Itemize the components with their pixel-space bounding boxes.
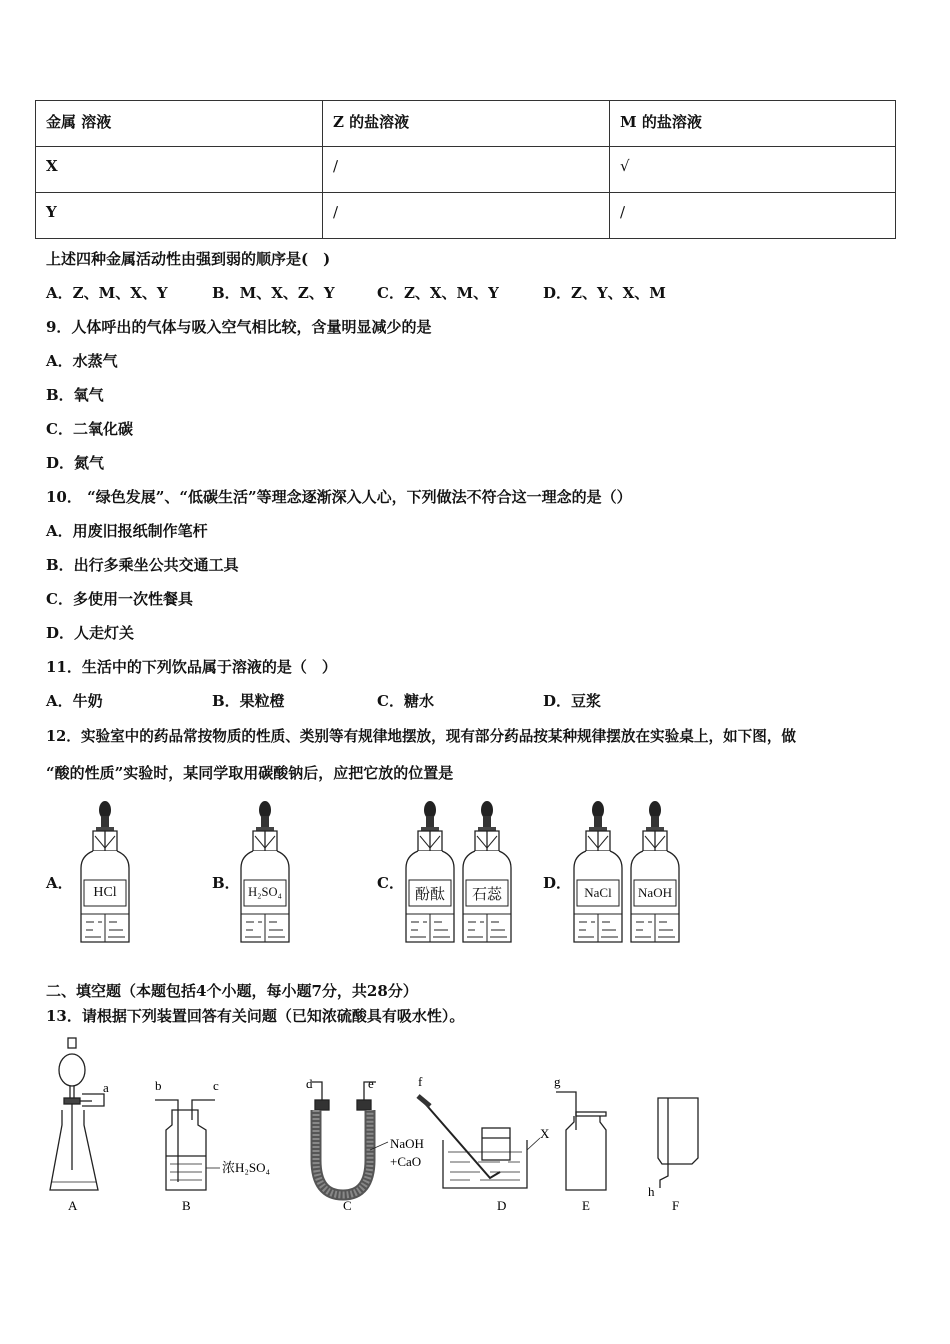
table-header-cell: 金属 溶液 — [36, 101, 323, 147]
table-header-row — [36, 101, 896, 147]
label-a: a — [103, 1080, 109, 1095]
section-title: 二、填空题（本题包括4个小题，每小题7分，共28分） — [46, 982, 418, 1000]
q10-option-c: C．多使用一次性餐具 — [46, 590, 193, 608]
bottle-label: NaOH — [638, 885, 672, 900]
q10-option-b: B．出行多乘坐公共交通工具 — [46, 556, 239, 574]
q12-option-a-letter: A． — [46, 874, 73, 892]
q12-option-c-letter: C． — [377, 874, 404, 892]
table-header-cell: M 的盐溶液 — [610, 101, 896, 147]
q9-option-a: A．水蒸气 — [46, 352, 118, 370]
table-cell: Y — [36, 193, 323, 239]
q9-option-c: C．二氧化碳 — [46, 420, 133, 438]
q10-option-a: A．用废旧报纸制作笔杆 — [46, 522, 208, 540]
bottle-label: HCl — [93, 885, 117, 900]
table-cell: ∕ — [323, 147, 610, 193]
reagent-bottles-figure — [0, 790, 950, 950]
apparatus-d — [418, 1096, 540, 1188]
bottle-label: NaCl — [584, 885, 612, 900]
label-d: d — [306, 1076, 313, 1091]
table-row — [36, 193, 896, 239]
label-x: X — [540, 1126, 550, 1141]
q11-option-c: C．糖水 — [377, 692, 434, 710]
table-cell: √ — [610, 147, 896, 193]
label-B: B — [182, 1198, 191, 1213]
q8-stem: 上述四种金属活动性由强到弱的顺序是( ) — [46, 250, 331, 268]
label-E: E — [582, 1198, 590, 1213]
bottle-nacl — [574, 801, 622, 942]
q12-option-b-letter: B． — [212, 874, 240, 892]
bottle-litmus — [463, 801, 511, 942]
q10-stem: 10． “绿色发展”、“低碳生活”等理念逐渐深入人心，下列做法不符合这一理念的是（） — [46, 488, 632, 506]
bottle-naoh — [631, 801, 679, 942]
bottle-label: 酚酞 — [414, 887, 445, 903]
bottle-label: 石蕊 — [471, 887, 502, 903]
label-h: h — [648, 1184, 655, 1199]
q9-stem: 9．人体呼出的气体与吸入空气相比较，含量明显减少的是 — [46, 318, 432, 336]
q8-option-d: D．Z、Y、X、M — [543, 284, 666, 302]
bottle-phenolphthalein — [406, 801, 454, 942]
table-header-cell: Z 的盐溶液 — [323, 101, 610, 147]
table-cell: X — [36, 147, 323, 193]
label-A: A — [68, 1198, 78, 1213]
q12-stem-line1: 12．实验室中的药品常按物质的性质、类别等有规律地摆放，现有部分药品按某种规律摆放在实验桌上，如下图，做 — [46, 728, 797, 745]
q12-stem-line2: “酸的性质”实验时，某同学取用碳酸钠后，应把它放的位置是 — [46, 764, 454, 782]
q9-option-d: D．氮气 — [46, 454, 105, 472]
q11-option-d: D．豆浆 — [543, 692, 602, 710]
table-cell: ∕ — [323, 193, 610, 239]
label-F: F — [672, 1198, 680, 1213]
label-conc-h2so4: 浓H₂SO₄ — [222, 1160, 271, 1175]
label-C: C — [343, 1198, 352, 1213]
label-c: c — [213, 1078, 219, 1093]
apparatus-a — [50, 1038, 104, 1190]
label-b: b — [155, 1078, 162, 1093]
bottle-h2so4 — [241, 801, 289, 942]
label-f: f — [418, 1074, 423, 1089]
label-cao: +CaO — [390, 1154, 422, 1169]
table-cell: ∕ — [610, 193, 896, 239]
apparatus-figure — [0, 1030, 950, 1220]
q8-option-b: B．M、X、Z、Y — [212, 284, 335, 302]
q10-option-d: D．人走灯关 — [46, 624, 135, 642]
table-row — [36, 147, 896, 193]
q11-option-b: B．果粒橙 — [212, 692, 285, 710]
q12-option-d-letter: D． — [543, 874, 572, 892]
q11-option-a: A．牛奶 — [46, 692, 103, 710]
q9-option-b: B．氧气 — [46, 386, 104, 404]
metal-table — [35, 100, 896, 239]
q11-stem: 11．生活中的下列饮品属于溶液的是（ ） — [46, 658, 337, 676]
label-D: D — [497, 1198, 507, 1213]
bottle-hcl — [81, 801, 129, 942]
apparatus-c — [312, 1082, 388, 1195]
bottle-label: H₂SO₄ — [248, 885, 282, 899]
label-naoh: NaOH — [390, 1136, 424, 1151]
apparatus-f — [658, 1098, 698, 1188]
apparatus-e — [556, 1092, 606, 1190]
label-g: g — [554, 1074, 561, 1089]
apparatus-b — [155, 1100, 220, 1190]
q8-option-a: A．Z、M、X、Y — [46, 284, 168, 302]
q8-option-c: C．Z、X、M、Y — [377, 284, 499, 302]
label-e: e — [368, 1076, 374, 1091]
q13-stem: 13．请根据下列装置回答有关问题（已知浓硫酸具有吸水性）。 — [46, 1007, 465, 1025]
